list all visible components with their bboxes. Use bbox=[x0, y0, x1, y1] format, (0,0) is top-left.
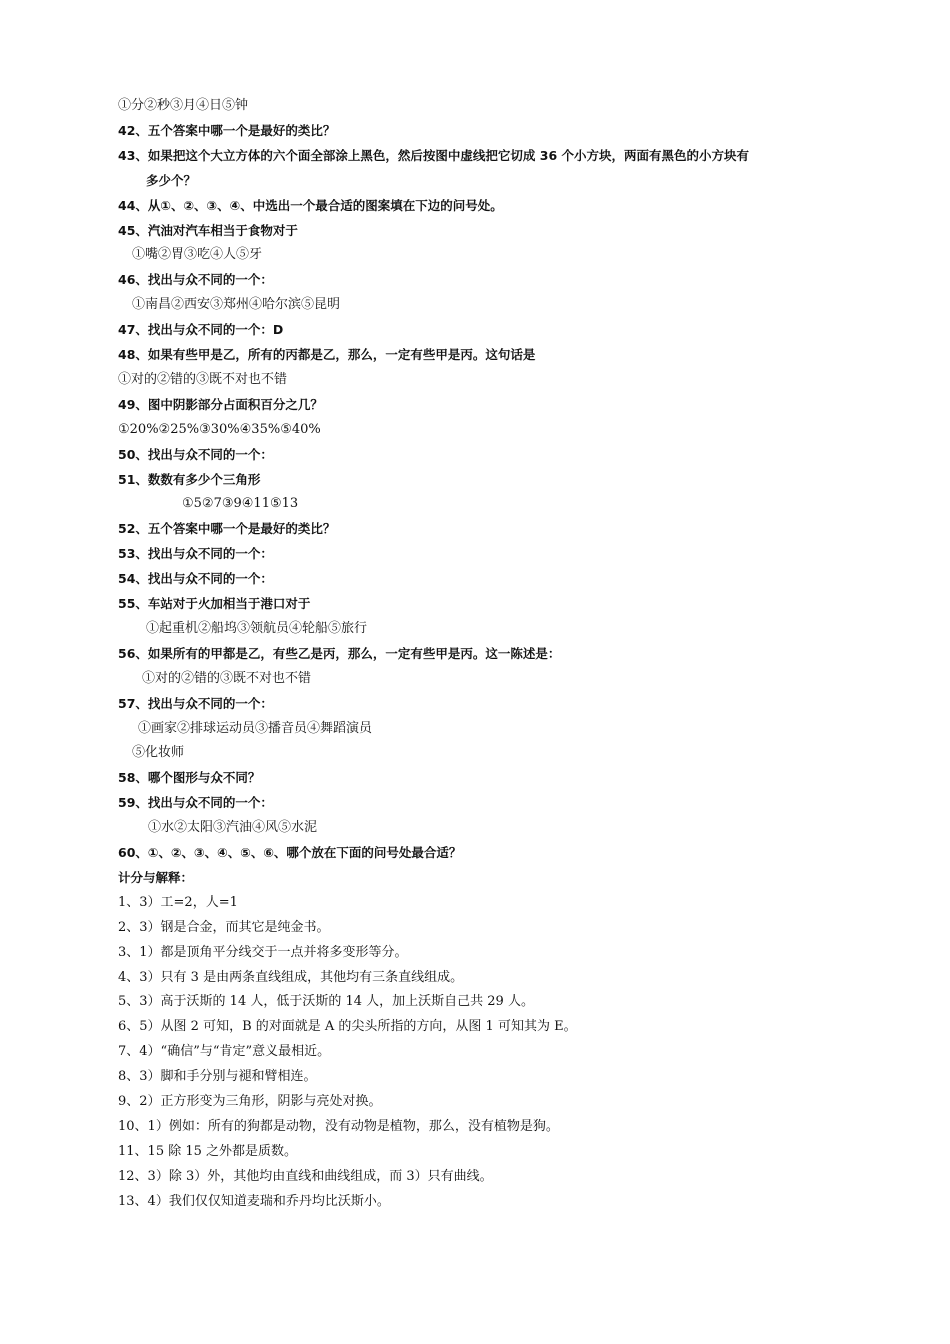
question-line: 54、找出与众不同的一个： bbox=[118, 571, 273, 587]
question-line: 42、五个答案中哪一个是最好的类比？ bbox=[118, 122, 336, 138]
text-line: ①分②秒③月④日⑤钟 bbox=[118, 98, 249, 113]
text-line: 8、3）脚和手分别与褪和臂相连。 bbox=[118, 1069, 317, 1085]
question-line: 多少个？ bbox=[146, 172, 197, 188]
text-line: ①对的②错的③既不对也不错 bbox=[118, 371, 288, 387]
text-line: ①对的②错的③既不对也不错 bbox=[142, 670, 312, 686]
question-line: 50、找出与众不同的一个： bbox=[118, 446, 273, 462]
text-line: 2、3）钢是合金，而其它是纯金书。 bbox=[118, 919, 330, 935]
text-line: 4、3）只有 3 是由两条直线组成，其他均有三条直线组成。 bbox=[118, 969, 464, 985]
question-line: 45、汽油对汽车相当于食物对于 bbox=[118, 222, 298, 238]
text-line: 1、3）工=2，人=1 bbox=[118, 894, 238, 910]
text-line: 7、4）“确信”与“肯定”意义最相近。 bbox=[118, 1044, 331, 1060]
text-line: ①水②太阳③汽油④风⑤水泥 bbox=[148, 820, 318, 836]
question-line: 57、找出与众不同的一个： bbox=[118, 695, 273, 711]
text-line: 5、3）高于沃斯的 14 人，低于沃斯的 14 人，加上沃斯自己共 29 人。 bbox=[118, 994, 534, 1010]
text-line: 10、1）例如：所有的狗都是动物，没有动物是植物，那么，没有植物是狗。 bbox=[118, 1118, 559, 1134]
text-line: ①嘴②胃③吃④人⑤牙 bbox=[132, 247, 263, 263]
text-line: ①5②7③9④11⑤13 bbox=[182, 496, 299, 512]
question-line: 55、车站对于火加相当于港口对于 bbox=[118, 596, 311, 611]
question-line: 47、找出与众不同的一个：D bbox=[118, 322, 284, 338]
question-line: 计分与解释： bbox=[118, 869, 194, 885]
question-line: 59、找出与众不同的一个： bbox=[118, 795, 273, 811]
text-line: 12、3）除 3）外，其他均由直线和曲线组成，而 3）只有曲线。 bbox=[118, 1168, 493, 1184]
text-line: ①南昌②西安③郑州④哈尔滨⑤昆明 bbox=[132, 297, 341, 313]
question-line: 53、找出与众不同的一个： bbox=[118, 546, 273, 562]
question-line: 51、数数有多少个三角形 bbox=[118, 471, 261, 487]
question-line: 58、哪个图形与众不同？ bbox=[118, 770, 261, 786]
question-line: 56、如果所有的甲都是乙，有些乙是丙，那么，一定有些甲是丙。这一陈述是： bbox=[118, 645, 561, 661]
text-line: 9、2）正方形变为三角形，阴影与亮处对换。 bbox=[118, 1094, 382, 1109]
question-line: 43、如果把这个大立方体的六个面全部涂上黑色，然后按图中虚线把它切成 36 个小方块，两面有黑色的小方块有 bbox=[118, 147, 749, 163]
question-line: 48、如果有些甲是乙，所有的丙都是乙，那么，一定有些甲是丙。这句话是 bbox=[118, 347, 536, 362]
text-line: 3、1）都是顶角平分线交于一点并将多变形等分。 bbox=[118, 944, 408, 960]
text-line: ①画家②排球运动员③播音员④舞蹈演员 bbox=[138, 720, 373, 736]
text-line: ⑤化妆师 bbox=[132, 745, 185, 761]
text-line: 11、15 除 15 之外都是质数。 bbox=[118, 1143, 298, 1159]
question-line: 52、五个答案中哪一个是最好的类比？ bbox=[118, 521, 336, 537]
question-line: 60、①、②、③、④、⑤、⑥、哪个放在下面的问号处最合适？ bbox=[118, 845, 462, 860]
question-line: 49、图中阴影部分占面积百分之几？ bbox=[118, 396, 323, 412]
question-line: 44、从①、②、③、④、中选出一个最合适的图案填在下边的问号处。 bbox=[118, 197, 503, 213]
text-line: 6、5）从图 2 可知，B 的对面就是 A 的尖头所指的方向，从图 1 可知其为 E。 bbox=[118, 1019, 577, 1035]
text-line: ①起重机②船坞③领航员④轮船⑤旅行 bbox=[146, 620, 368, 636]
text-line: ①20%②25%③30%④35%⑤40% bbox=[118, 421, 321, 437]
question-line: 46、找出与众不同的一个： bbox=[118, 272, 273, 288]
text-line: 13、4）我们仅仅知道麦瑞和乔丹均比沃斯小。 bbox=[118, 1193, 390, 1209]
